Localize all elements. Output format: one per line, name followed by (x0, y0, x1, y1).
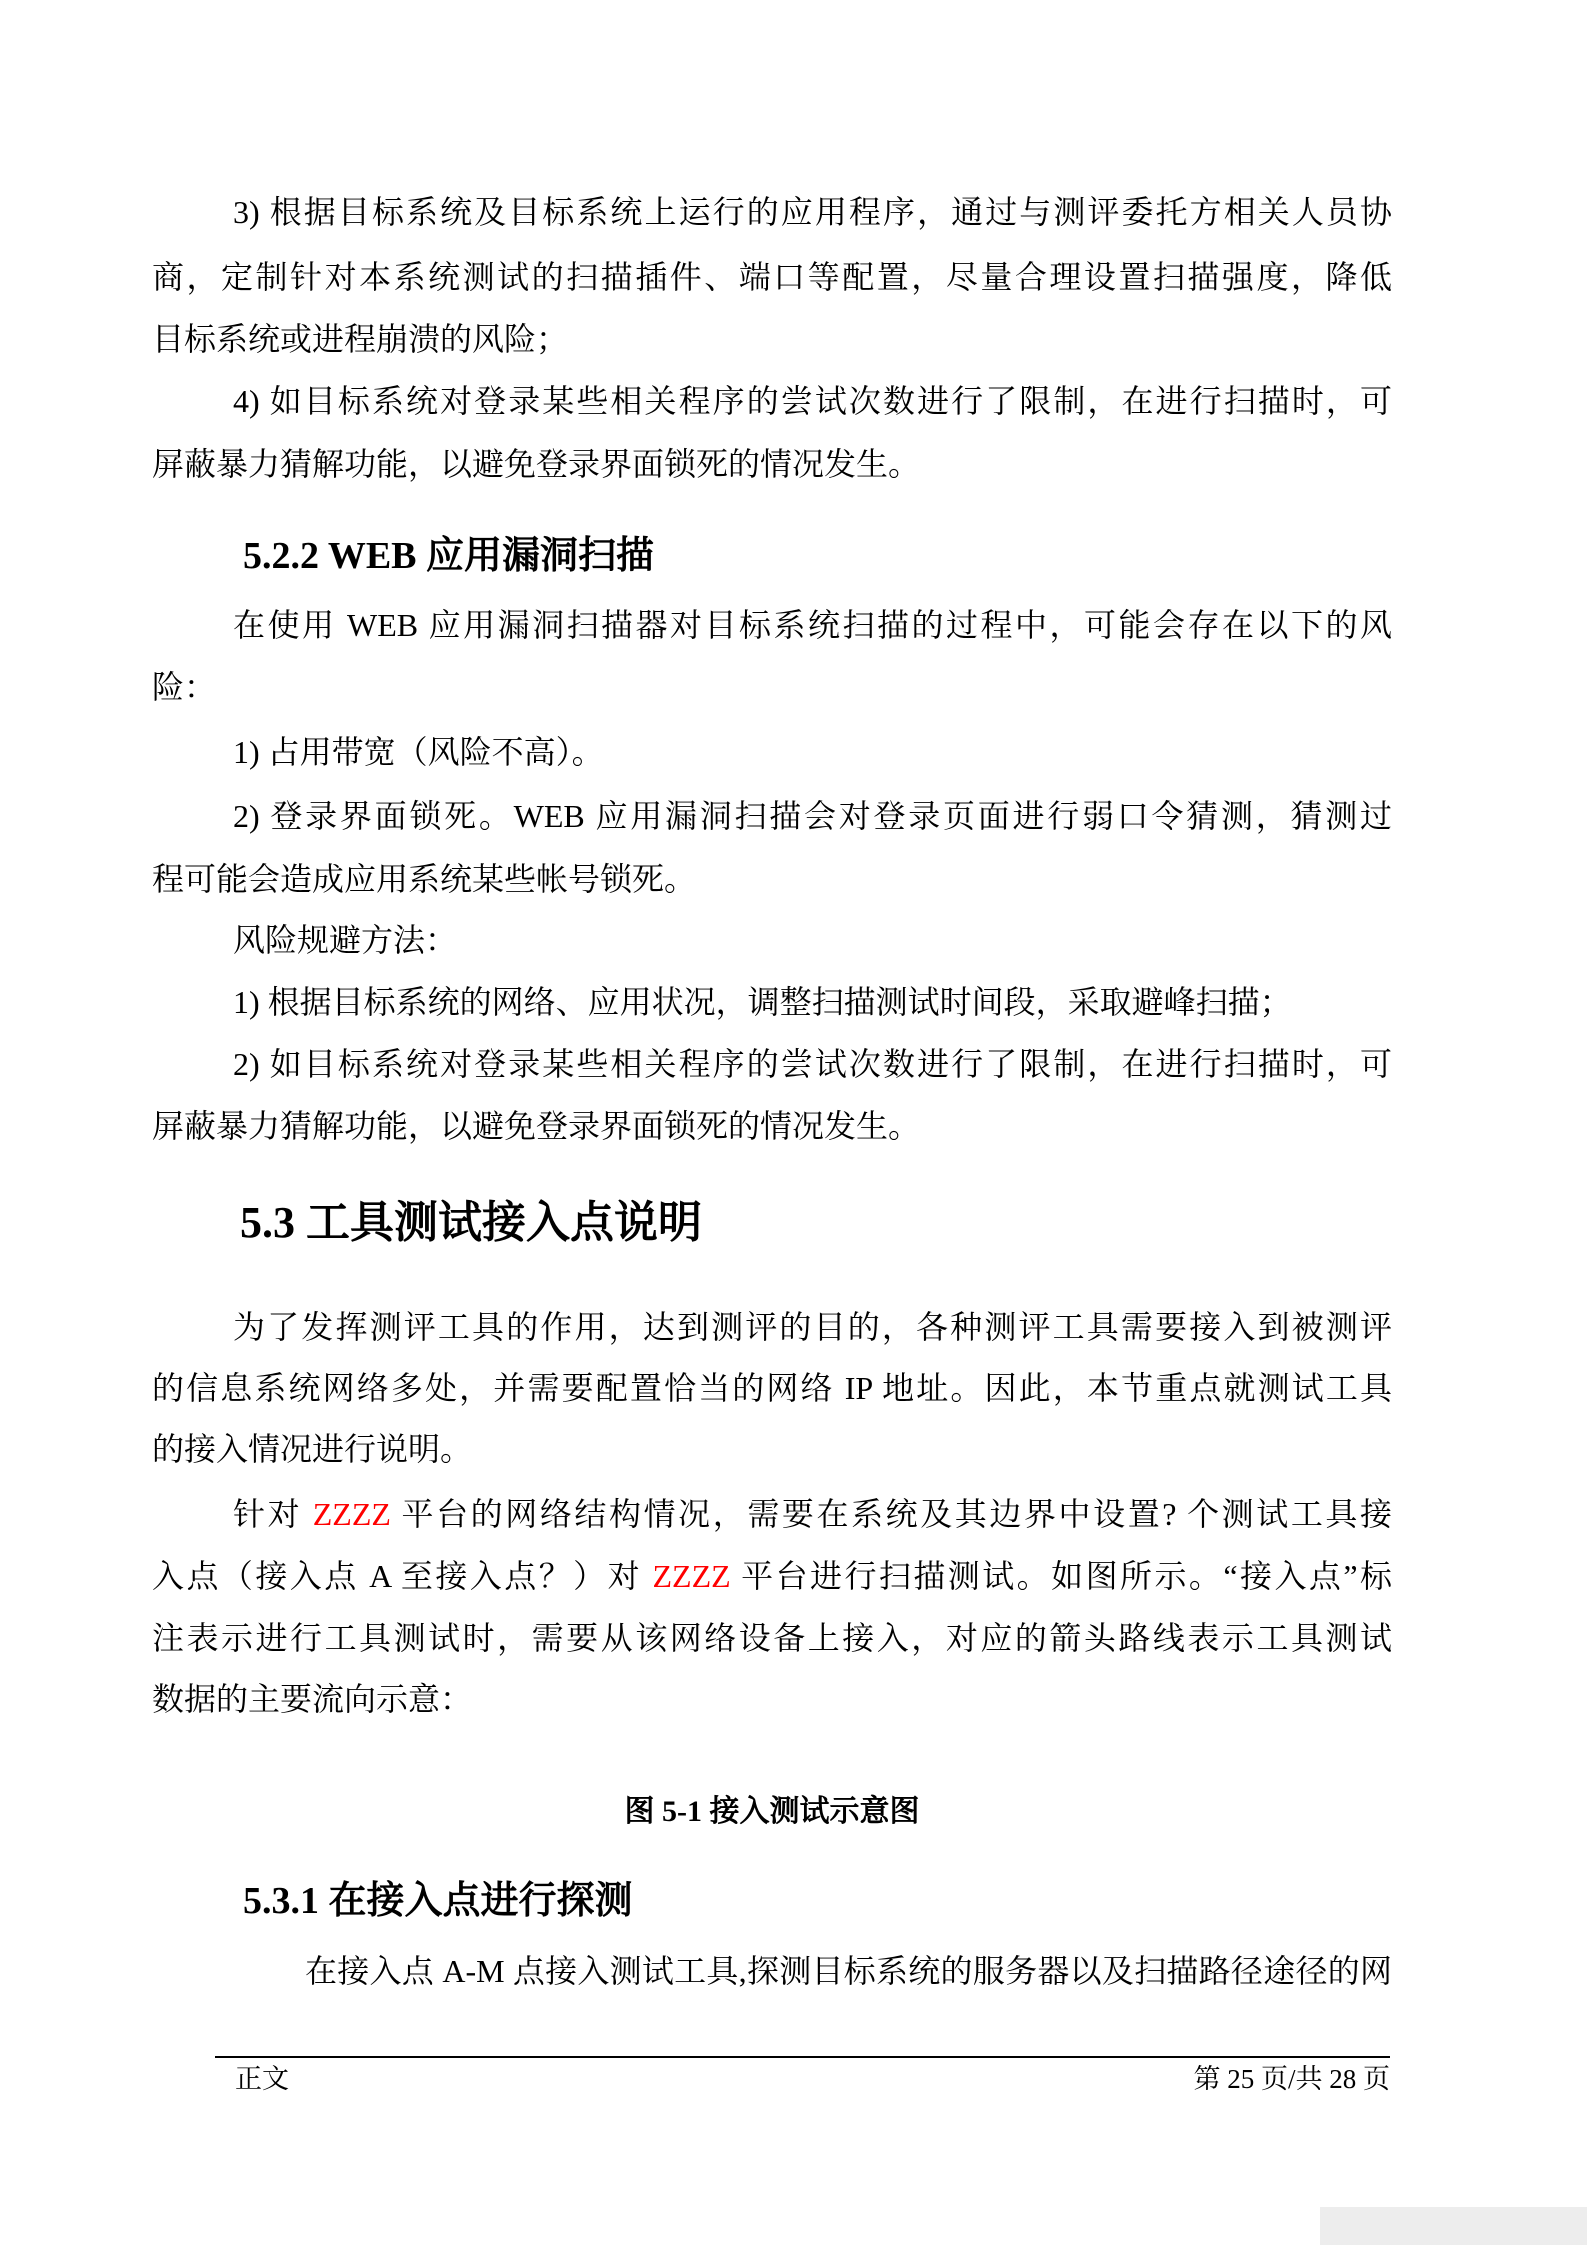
list-item: 2) 如目标系统对登录某些相关程序的尝试次数进行了限制，在进行扫描时，可 (233, 1046, 1392, 1082)
figure-caption: 图 5-1 接入测试示意图 (624, 1795, 920, 1828)
paragraph-line: 为了发挥测评工具的作用，达到测评的目的，各种测评工具需要接入到被测评 (233, 1309, 1392, 1345)
paragraph-line: 屏蔽暴力猜解功能，以避免登录界面锁死的情况发生。 (152, 1108, 921, 1144)
paragraph-line: 屏蔽暴力猜解功能，以避免登录界面锁死的情况发生。 (152, 446, 921, 482)
paragraph-line: 风险规避方法： (233, 922, 458, 958)
paragraph-line: 的信息系统网络多处，并需要配置恰当的网络 IP 地址。因此，本节重点就测试工具 (152, 1370, 1392, 1406)
paragraph-line: 4) 如目标系统对登录某些相关程序的尝试次数进行了限制，在进行扫描时，可 (233, 383, 1392, 419)
paragraph-line: 目标系统或进程崩溃的风险； (152, 321, 569, 357)
paragraph-line: 在接入点 A-M 点接入测试工具,探测目标系统的服务器以及扫描路径途径的网 (305, 1953, 1392, 1989)
placeholder-text-red: ZZZZ (312, 1496, 391, 1532)
paragraph-line: 的接入情况进行说明。 (152, 1431, 473, 1467)
text-segment: 入点（接入点 A 至接入点？）对 (152, 1558, 653, 1594)
paragraph-line: 商，定制针对本系统测试的扫描插件、端口等配置，尽量合理设置扫描强度，降低 (152, 259, 1392, 295)
footer-label: 正文 (235, 2064, 289, 2094)
section-heading-5-3-1: 5.3.1 在接入点进行探测 (243, 1880, 633, 1922)
paragraph-line: 险： (152, 669, 217, 705)
list-item: 1) 占用带宽（风险不高）。 (233, 734, 604, 770)
section-heading-5-2-2: 5.2.2 WEB 应用漏洞扫描 (243, 535, 655, 577)
paragraph-line: 3) 根据目标系统及目标系统上运行的应用程序，通过与测评委托方相关人员协 (233, 194, 1392, 230)
corner-shade (1320, 2207, 1587, 2245)
list-item: 1) 根据目标系统的网络、应用状况，调整扫描测试时间段，采取避峰扫描； (233, 984, 1292, 1020)
footer-divider (215, 2056, 1390, 2058)
paragraph-line: 数据的主要流向示意： (152, 1681, 473, 1717)
list-item: 2) 登录界面锁死。WEB 应用漏洞扫描会对登录页面进行弱口令猜测，猜测过 (233, 798, 1392, 834)
paragraph-line: 注表示进行工具测试时，需要从该网络设备上接入，对应的箭头路线表示工具测试 (152, 1620, 1392, 1656)
paragraph-line (152, 1556, 1392, 1596)
page-number: 第 25 页/共 28 页 (1193, 2064, 1390, 2094)
paragraph-line (152, 1494, 1392, 1534)
placeholder-text-red: ZZZZ (652, 1558, 731, 1594)
text-segment: 平台的网络结构情况，需要在系统及其边界中设置? 个测试工具接 (390, 1496, 1392, 1532)
text-segment: 针对 (233, 1496, 313, 1532)
text-segment: 平台进行扫描测试。如图所示。“接入点”标 (730, 1558, 1392, 1594)
paragraph-line: 在使用 WEB 应用漏洞扫描器对目标系统扫描的过程中，可能会存在以下的风 (233, 607, 1392, 643)
paragraph-line: 程可能会造成应用系统某些帐号锁死。 (152, 861, 697, 897)
section-heading-5-3: 5.3 工具测试接入点说明 (240, 1198, 702, 1247)
